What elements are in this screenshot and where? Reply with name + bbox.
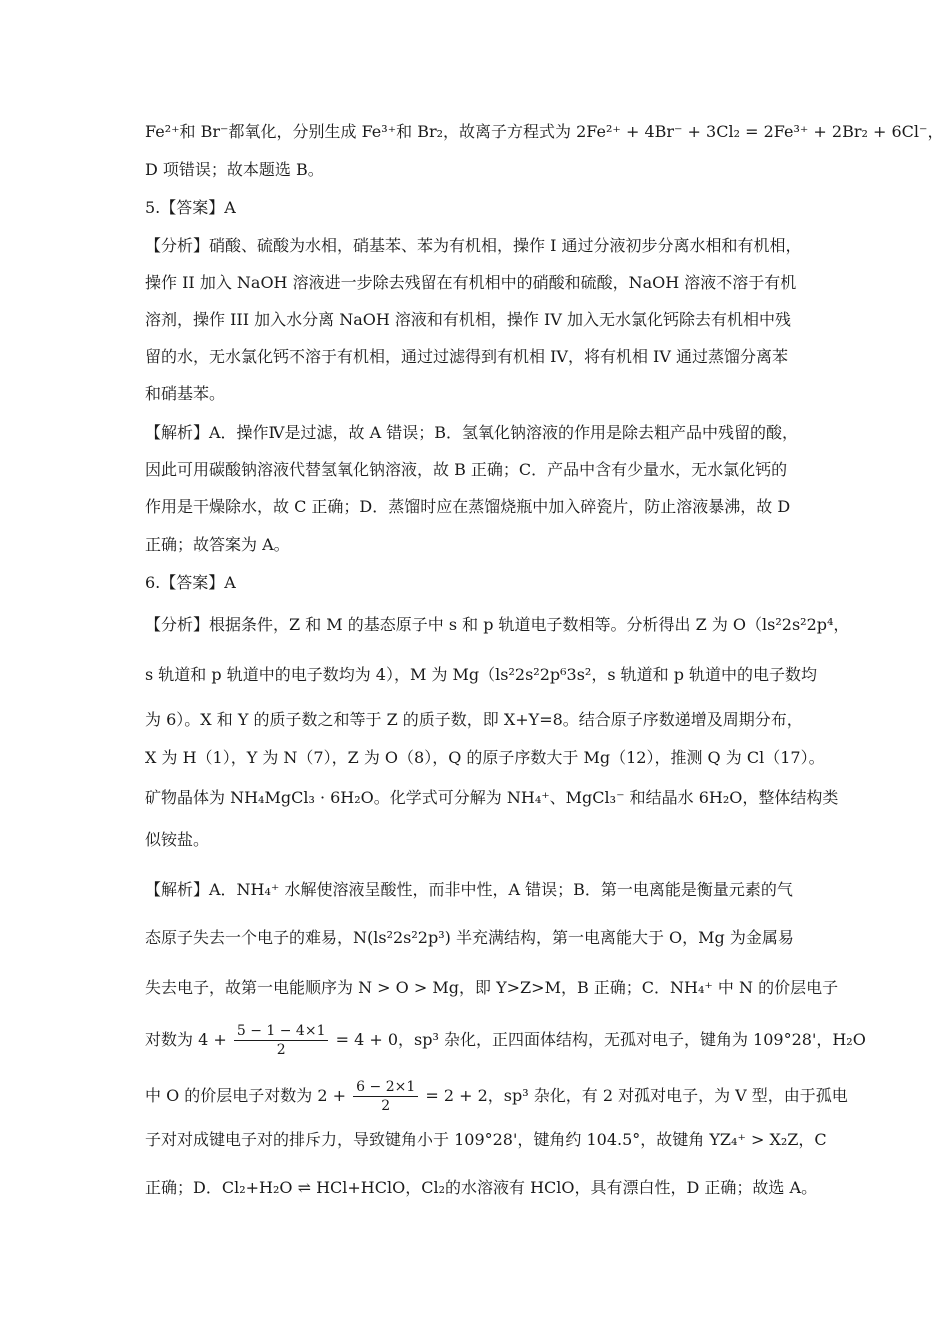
text-line: 作用是干燥除水，故 C 正确；D．蒸馏时应在蒸馏烧瓶中加入碎瓷片，防止溶液暴沸，故 D	[145, 497, 791, 516]
text-line: 因此可用碳酸钠溶液代替氢氧化钠溶液，故 B 正确；C．产品中含有少量水，无水氯化钙的	[145, 460, 788, 479]
answer-heading: 6.【答案】A	[145, 573, 236, 592]
text-line: 留的水，无水氯化钙不溶于有机相，通过过滤得到有机相 IV，将有机相 IV 通过蒸馏分离苯	[145, 347, 789, 366]
fraction	[353, 1078, 418, 1115]
fraction	[234, 1022, 329, 1059]
text-line: 态原子失去一个电子的难易，N(ls²2s²2p³) 半充满结构，第一电离能大于 O，Mg 为金属易	[145, 928, 794, 947]
fraction-numerator: 6 − 2×1	[353, 1078, 418, 1097]
text-line: 为 6）。X 和 Y 的质子数之和等于 Z 的质子数，即 X+Y=8。结合原子序数递增及周期分布，	[145, 710, 803, 729]
text-line: 失去电子，故第一电能顺序为 N > O > Mg，即 Y>Z>M，B 正确；C．NH₄⁺ 中 N 的价层电子	[145, 978, 839, 997]
text-line: s 轨道和 p 轨道中的电子数均为 4），M 为 Mg（ls²2s²2p⁶3s²，s 轨道和 p 轨道中的电子数均	[145, 665, 818, 684]
text-line: Fe²⁺和 Br⁻都氧化，分别生成 Fe³⁺和 Br₂，故离子方程式为 2Fe²⁺ + 4Br⁻ + 3Cl₂ = 2Fe³⁺ + 2Br₂ + 6Cl⁻，	[145, 122, 944, 141]
text-line: D 项错误；故本题选 B。	[145, 160, 324, 179]
fraction-line	[145, 1022, 866, 1059]
text-line: 子对对成键电子对的排斥力，导致键角小于 109°28'，键角约 104.5°，故键角 YZ₄⁺ > X₂Z，C	[145, 1130, 827, 1149]
text-line: 【解析】A．NH₄⁺ 水解使溶液呈酸性，而非中性，A 错误；B．第一电离能是衡量元素的气	[145, 880, 793, 899]
answer-heading: 5.【答案】A	[145, 198, 236, 217]
text-line: 【解析】A．操作Ⅳ是过滤，故 A 错误；B．氢氧化钠溶液的作用是除去粗产品中残留的酸，	[145, 423, 799, 442]
fraction-prefix: 中 O 的价层电子对数为 2 +	[145, 1086, 347, 1105]
text-line: 正确；故答案为 A。	[145, 535, 290, 554]
fraction-denominator: 2	[276, 1042, 286, 1058]
fraction-line	[145, 1078, 848, 1115]
text-line: 似铵盐。	[145, 830, 210, 849]
fraction-suffix: = 4 + 0，sp³ 杂化，正四面体结构，无孤对电子，键角为 109°28'，H₂O	[335, 1030, 866, 1049]
text-line: 正确；D．Cl₂+H₂O ⇌ HCl+HClO，Cl₂的水溶液有 HClO，具有漂白性，D 正确；故选 A。	[145, 1178, 818, 1197]
fraction-denominator: 2	[381, 1098, 391, 1114]
text-line: 和硝基苯。	[145, 384, 226, 403]
text-line: 操作 II 加入 NaOH 溶液进一步除去残留在有机相中的硝酸和硫酸，NaOH 溶液不溶于有机	[145, 273, 797, 292]
fraction-numerator: 5 − 1 − 4×1	[234, 1022, 329, 1041]
text-line: X 为 H（1），Y 为 N（7），Z 为 O（8），Q 的原子序数大于 Mg（12），推测 Q 为 Cl（17）。	[145, 748, 825, 767]
text-line: 矿物晶体为 NH₄MgCl₃ · 6H₂O。化学式可分解为 NH₄⁺、MgCl₃⁻ 和结晶水 6H₂O，整体结构类	[145, 788, 839, 807]
text-line: 【分析】硝酸、硫酸为水相，硝基苯、苯为有机相，操作 I 通过分液初步分离水相和有机相，	[145, 236, 802, 255]
text-line: 【分析】根据条件，Z 和 M 的基态原子中 s 和 p 轨道电子数相等。分析得出 Z 为 O（ls²2s²2p⁴，	[145, 615, 850, 634]
text-line: 溶剂，操作 III 加入水分离 NaOH 溶液和有机相，操作 IV 加入无水氯化钙除去有机相中残	[145, 310, 791, 329]
fraction-prefix: 对数为 4 +	[145, 1030, 227, 1049]
fraction-suffix: = 2 + 2，sp³ 杂化，有 2 对孤对电子，为 V 型，由于孤电	[425, 1086, 848, 1105]
